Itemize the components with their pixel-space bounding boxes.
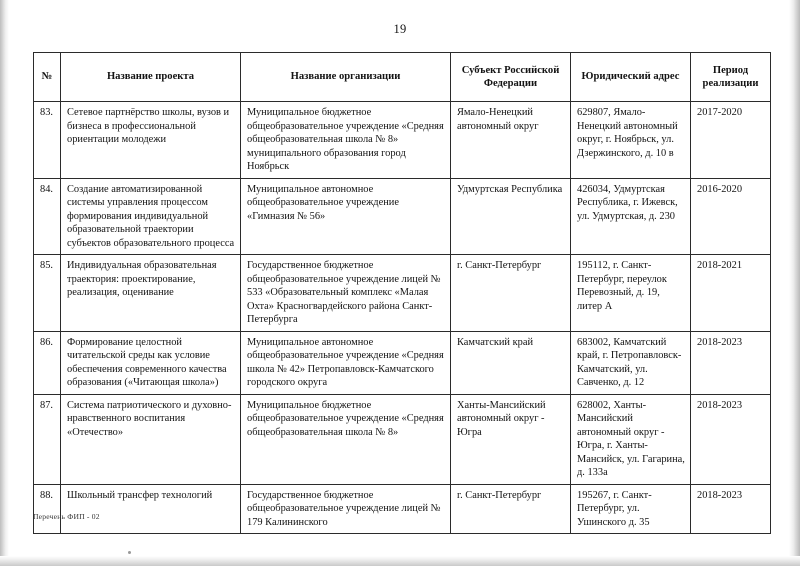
cell-period: 2016-2020	[691, 178, 771, 255]
table-row	[34, 394, 771, 484]
column-header-address: Юридический адрес	[571, 53, 691, 102]
table-header	[34, 53, 771, 102]
column-header-num: №	[34, 53, 61, 102]
table-row	[34, 255, 771, 332]
column-header-project: Название проекта	[61, 53, 241, 102]
cell-subject: Камчатский край	[451, 331, 571, 394]
cell-num: 84.	[34, 178, 61, 255]
cell-address: 426034, Удмуртская Республика, г. Ижевск, ул. Удмуртская, д. 230	[571, 178, 691, 255]
table-row	[34, 331, 771, 394]
cell-project: Индивидуальная образовательная траектория: проектирование, реализация, оценивание	[61, 255, 241, 332]
cell-project: Создание автоматизированной системы управления процессом формирования индивидуальной образовательной траектории субъектов образовательного процесса	[61, 178, 241, 255]
cell-period: 2018-2023	[691, 331, 771, 394]
cell-num: 86.	[34, 331, 61, 394]
cell-project: Сетевое партнёрство школы, вузов и бизнеса в профессиональной ориентации молодежи	[61, 102, 241, 179]
cell-period: 2018-2023	[691, 484, 771, 534]
column-header-subject: Субъект Российской Федерации	[451, 53, 571, 102]
cell-address: 628002, Ханты-Мансийский автономный округ - Югра, г. Ханты-Мансийск, ул. Гагарина, д. 133а	[571, 394, 691, 484]
cell-period: 2018-2021	[691, 255, 771, 332]
table-row	[34, 102, 771, 179]
cell-address: 683002, Камчатский край, г. Петропавловск-Камчатский, ул. Савченко, д. 12	[571, 331, 691, 394]
table-row	[34, 178, 771, 255]
footer-note: Перечень ФИП - 02	[33, 512, 100, 521]
cell-num: 83.	[34, 102, 61, 179]
cell-organization: Государственное бюджетное общеобразовательное учреждение лицей № 533 «Образовательный комплекс «Малая Охта» Красногвардейского района Санкт-Петербурга	[241, 255, 451, 332]
cell-project: Формирование целостной читательской среды как условие обеспечения современного качества образования («Читающая школа»)	[61, 331, 241, 394]
cell-num: 85.	[34, 255, 61, 332]
cell-project: Школьный трансфер технологий	[61, 484, 241, 534]
cell-address: 195267, г. Санкт-Петербург, ул. Ушинского д. 35	[571, 484, 691, 534]
cell-subject: Удмуртская Республика	[451, 178, 571, 255]
cell-organization: Муниципальное бюджетное общеобразовательное учреждение «Средняя общеобразовательная школа № 8»	[241, 394, 451, 484]
cell-subject: г. Санкт-Петербург	[451, 484, 571, 534]
column-header-organization: Название организации	[241, 53, 451, 102]
scan-edge-left	[0, 0, 9, 566]
cell-subject: г. Санкт-Петербург	[451, 255, 571, 332]
page-number: 19	[393, 22, 407, 36]
cell-organization: Муниципальное бюджетное общеобразовательное учреждение «Средняя общеобразовательная школа № 8» муниципального образования город Ноябрьск	[241, 102, 451, 179]
table-row	[34, 484, 771, 534]
cell-organization: Муниципальное автономное общеобразовательное учреждение «Гимназия № 56»	[241, 178, 451, 255]
cell-address: 629807, Ямало-Ненецкий автономный округ, г. Ноябрьск, ул. Дзержинского, д. 10 в	[571, 102, 691, 179]
cell-num: 88.	[34, 484, 61, 534]
scan-edge-right	[789, 0, 800, 566]
cell-address: 195112, г. Санкт-Петербург, переулок Перевозный, д. 19, литер А	[571, 255, 691, 332]
cell-organization: Государственное бюджетное общеобразовательное учреждение лицей № 179 Калининского	[241, 484, 451, 534]
table-header-row	[34, 53, 771, 102]
scan-edge-bottom	[0, 556, 800, 566]
cell-period: 2018-2023	[691, 394, 771, 484]
scan-speck	[128, 551, 131, 554]
projects-table	[33, 52, 771, 534]
cell-subject: Ханты-Мансийский автономный округ - Югра	[451, 394, 571, 484]
cell-project: Система патриотического и духовно-нравственного воспитания «Отечество»	[61, 394, 241, 484]
table-body	[34, 102, 771, 534]
cell-subject: Ямало-Ненецкий автономный округ	[451, 102, 571, 179]
cell-organization: Муниципальное автономное общеобразовательное учреждение «Средняя школа № 42» Петропавловск-Камчатского городского округа	[241, 331, 451, 394]
column-header-period: Период реализации	[691, 53, 771, 102]
cell-num: 87.	[34, 394, 61, 484]
cell-period: 2017-2020	[691, 102, 771, 179]
